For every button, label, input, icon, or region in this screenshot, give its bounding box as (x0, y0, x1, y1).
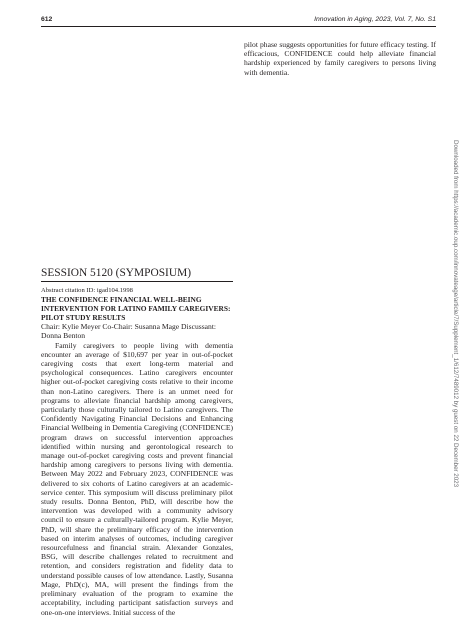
download-watermark: Downloaded from https://academic.oup.com/innovateage/article/7/Supplement_1/612/7489012 by guest on 22 December 2023 (452, 140, 459, 488)
right-column (244, 40, 436, 77)
article-title: THE CONFIDENCE FINANCIAL WELL-BEING INTERVENTION FOR LATINO FAMILY CAREGIVERS: PILOT STUDY RESULTS (41, 295, 231, 323)
abstract-body: Family caregivers to people living with dementia encounter an average of $10,697 per year in out-of-pocket caregiving costs that exert long-term material and psychological consequences. Latino caregivers encounter higher out-of-pocket caregiving costs relative to their income than non-Latino caregivers. There is an unmet need for programs to alleviate financial hardship among caregivers, particularly those culturally tailored to Latino caregivers. The Confidently Navigating Financial Decisions and Enhancing Financial Wellbeing in Dementia Caregiving (CONFIDENCE) program draws on successful intervention approaches identified within nursing and gerontological research to manage out-of-pocket caregiving costs and prevent financial hardship among caregivers to persons living with dementia. Between May 2022 and February 2023, CONFIDENCE was delivered to six cohorts of Latino caregivers at an academic-service center. This symposium will discuss preliminary pilot study results. Donna Benton, PhD, will describe how the intervention was developed with a community advisory council to ensure a culturally-tailored program. Kylie Meyer, PhD, will share the preliminary efficacy of the intervention based on interim analyses of outcomes, including caregiver resourcefulness and financial strain. Alexander Gonzales, BSG, will describe challenges related to recruitment and retention, and considers registration and fidelity data to understand possible causes of low attendance. Lastly, Susanna Mage, PhD(c), MA, will present the findings from the preliminary evaluation of the program to examine the acceptability, including participant satisfaction surveys and one-on-one interviews. Initial success of the (41, 340, 233, 617)
continued-paragraph: pilot phase suggests opportunities for future efficacy testing. If efficacious, CONFIDENCE could help alleviate financial hardship experienced by family caregivers to persons living with dementia. (244, 40, 436, 77)
abstract-citation-id: Abstract citation ID: igad104.1998 (41, 287, 133, 294)
authors-line: Chair: Kylie Meyer Co-Chair: Susanna Mage Discussant: Donna Benton (41, 322, 217, 341)
session-title: SESSION 5120 (SYMPOSIUM) (41, 267, 233, 282)
left-column (41, 267, 233, 617)
journal-citation: Innovation in Aging, 2023, Vol. 7, No. S1 (314, 16, 436, 23)
page-number: 612 (41, 16, 53, 23)
page-header (41, 16, 436, 27)
